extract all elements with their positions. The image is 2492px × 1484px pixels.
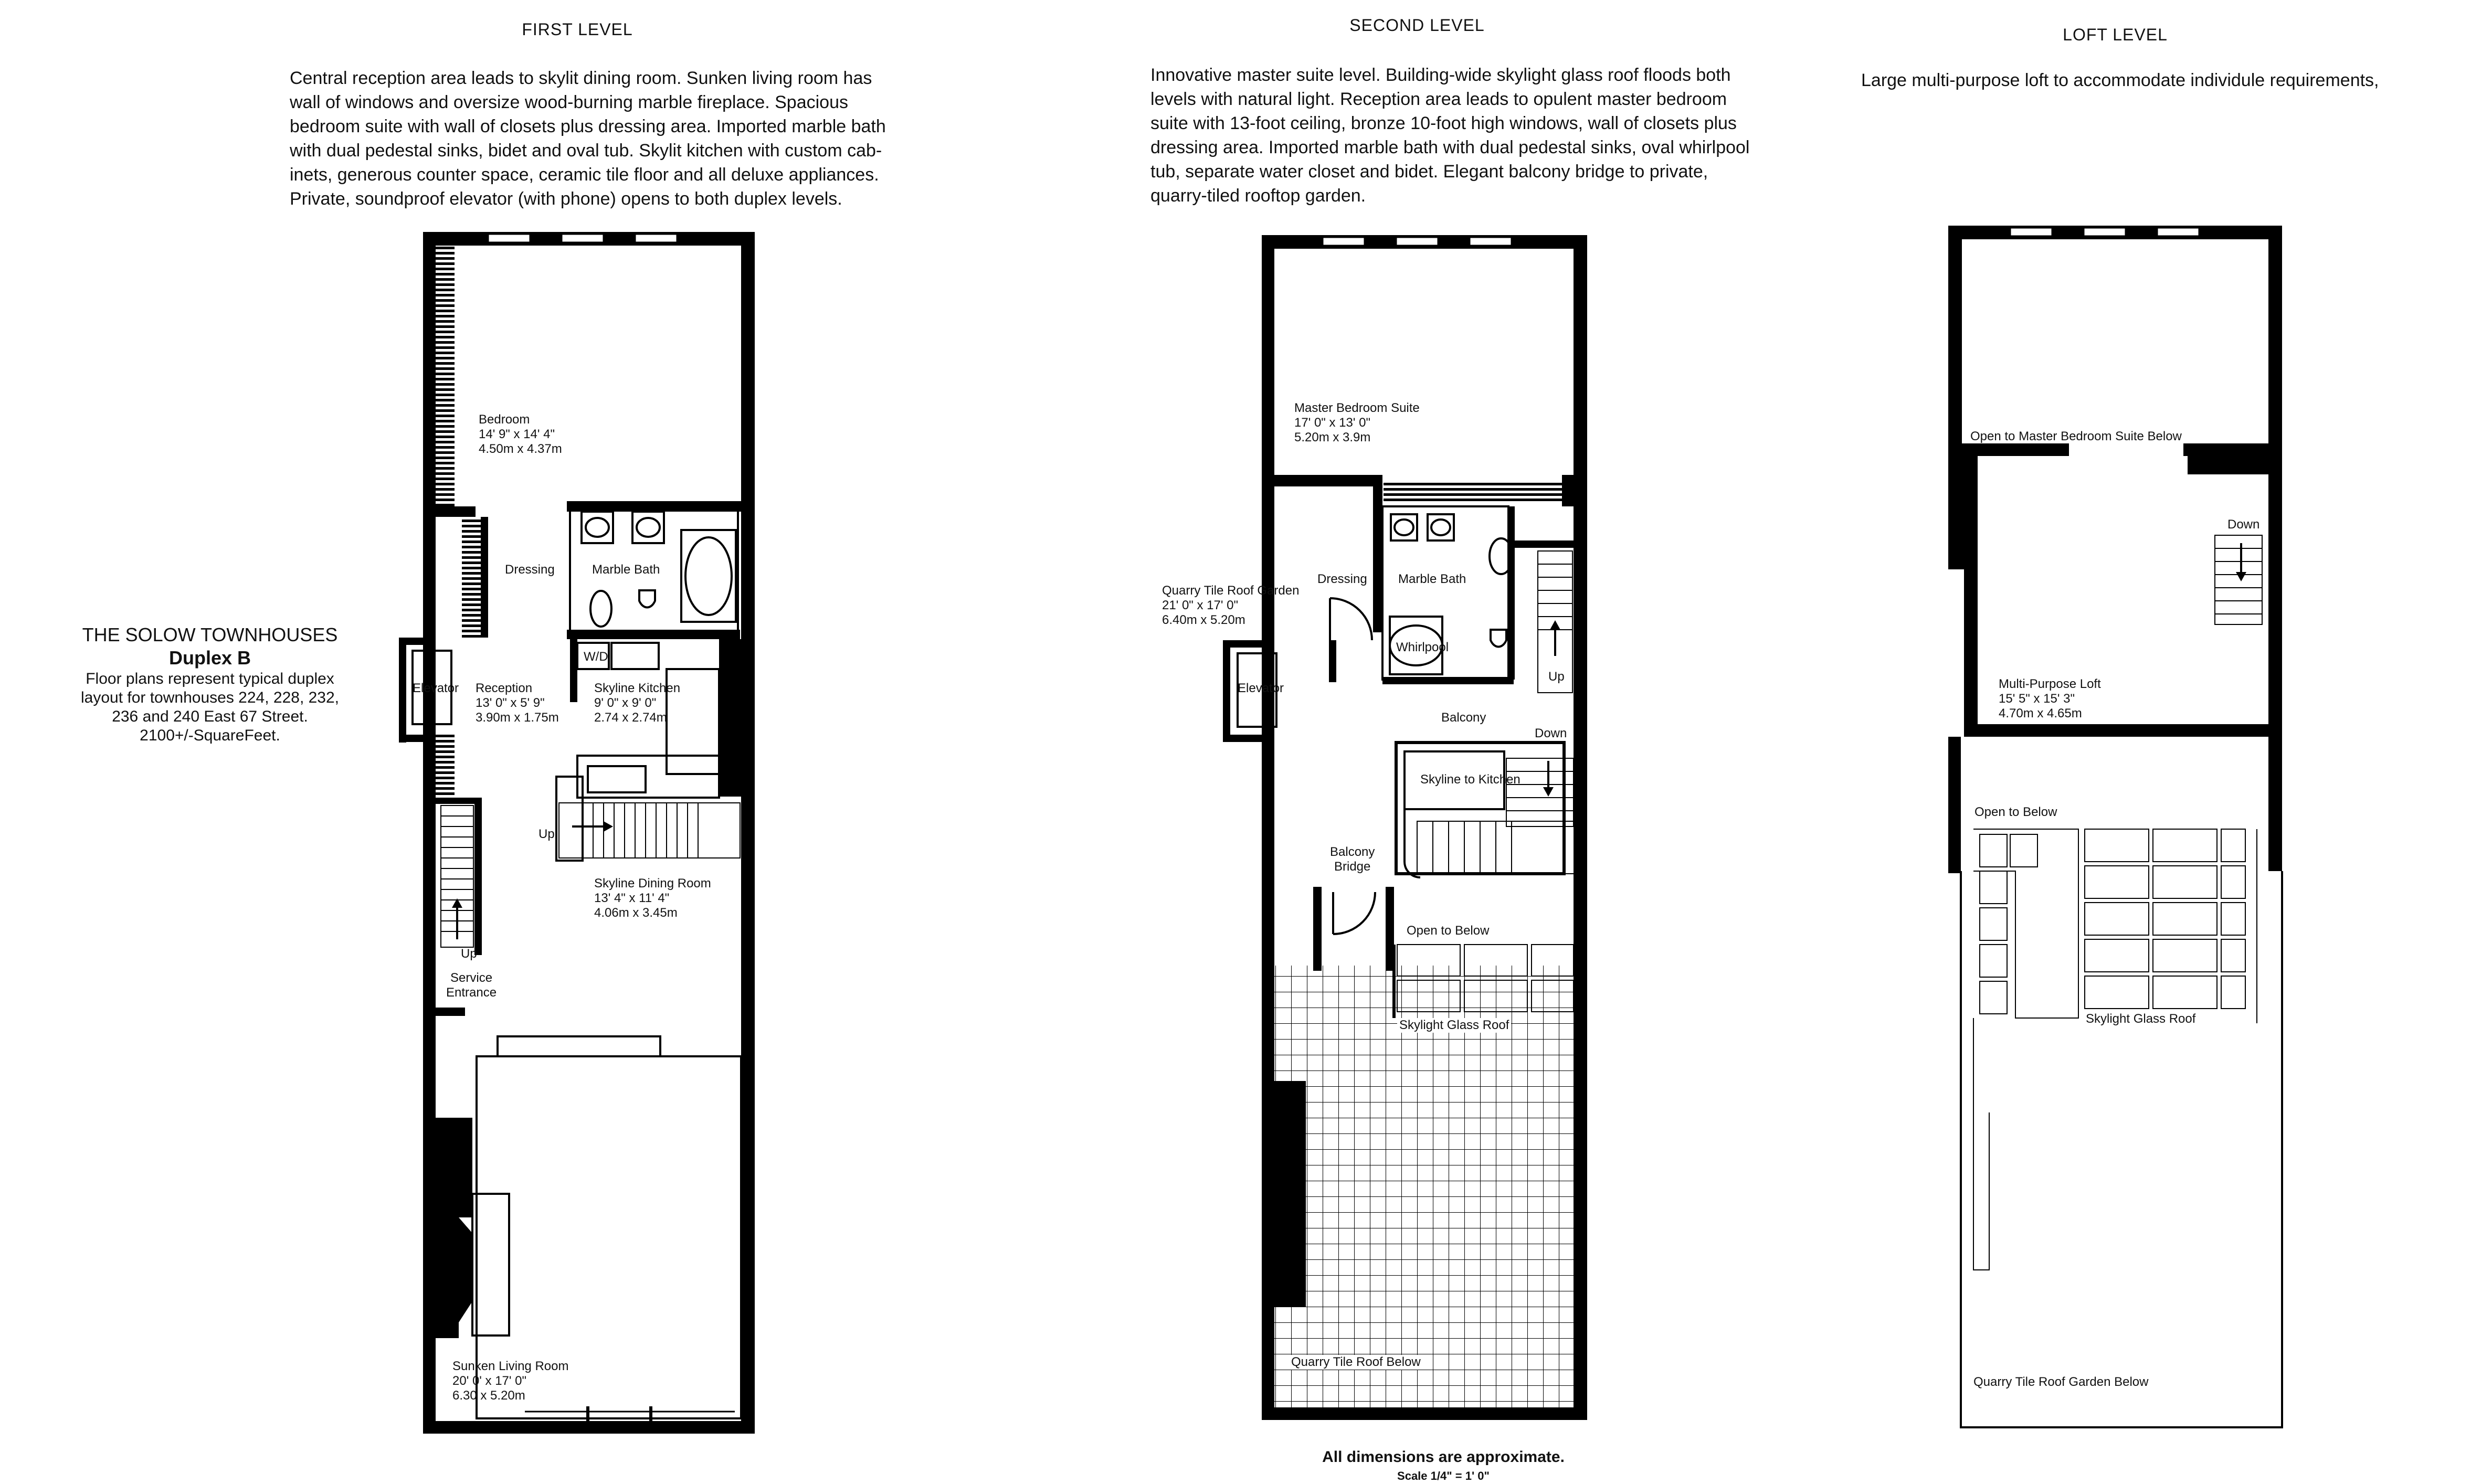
loft-level-description: Large multi-purpose loft to accommodate individule requirements, — [1861, 70, 2379, 90]
quarry-tile-roof-below-label: Quarry Tile Roof Below — [1289, 1355, 1423, 1370]
balcony-bridge-label: Balcony Bridge — [1330, 845, 1375, 874]
building-note-1: Floor plans represent typical duplex — [86, 670, 334, 687]
first-level-plan — [399, 232, 755, 1434]
roof-garden-label: Quarry Tile Roof Garden 21' 0" x 17' 0" 6.40m x 5.20m — [1162, 584, 1300, 627]
down-label-1: Down — [1535, 726, 1567, 740]
up-label-3: Up — [1548, 670, 1565, 684]
first-level-description: Central reception area leads to skylit dining room. Sunken living room has wall of windows and oversize wood-burning marble fireplace. Spacious bedroom suite with wall of closets plus dressing area. Imported marble bath with dual pedestal sinks, bidet and oval tub. Skylit kitchen with custom cab- inets, generous counter space, ceramic tile floor and all deluxe appliances. Private, soundproof elevator (with phone) opens to both duplex levels. — [290, 68, 886, 209]
building-title-block — [63, 623, 357, 745]
open-to-master-label: Open to Master Bedroom Suite Below — [1970, 429, 2182, 443]
loft-level-title: LOFT LEVEL — [2063, 25, 2168, 44]
skyline-dining-label: Skyline Dining Room 13' 4" x 11' 4" 4.06m x 3.45m — [594, 876, 711, 920]
sunken-living-label: Sunken Living Room 20' 0' x 17' 0" 6.30 x 5.20m — [452, 1359, 569, 1403]
open-to-below-label-2: Open to Below — [1974, 805, 2057, 819]
elevator-label-2: Elevator — [1238, 681, 1284, 695]
building-name: THE SOLOW TOWNHOUSES — [82, 624, 338, 645]
dressing-label-1: Dressing — [505, 563, 555, 577]
open-to-below-label-1: Open to Below — [1407, 924, 1490, 938]
marble-bath-label-1: Marble Bath — [592, 563, 660, 577]
building-note-4: 2100+/-SquareFeet. — [140, 727, 280, 744]
unit-name: Duplex B — [168, 647, 251, 669]
second-level-title: SECOND LEVEL — [1349, 16, 1485, 35]
marble-bath-label-2: Marble Bath — [1398, 572, 1466, 586]
whirlpool-label: Whirlpool — [1396, 640, 1449, 654]
building-note-2: layout for townhouses 224, 228, 232, — [80, 689, 339, 706]
dressing-label-2: Dressing — [1317, 572, 1367, 586]
second-level-description: Innovative master suite level. Building-wide skylight glass roof floods both levels with natural light. Reception area leads to opulent master bedroom suite with 13-foot ceiling, bronze 10-foot high windows, wall of closets plus dressing area. Imported marble bath with dual pedestal sinks, oval whirlpool tub, separate water closet and bidet. Elegant balcony bridge to private, quarry-tiled rooftop garden. — [1150, 65, 1750, 206]
roof-garden-below-label: Quarry Tile Roof Garden Below — [1973, 1375, 2149, 1389]
scale-note: Scale 1/4" = 1' 0" — [1397, 1469, 1490, 1482]
loft-level-plan — [1948, 226, 2282, 1427]
down-label-2: Down — [2227, 517, 2260, 532]
first-level-title: FIRST LEVEL — [522, 20, 633, 39]
service-entrance-label: Service Entrance — [446, 971, 497, 1000]
skyline-to-kitchen-label: Skyline to Kitchen — [1420, 772, 1520, 787]
master-bedroom-label: Master Bedroom Suite 17' 0" x 13' 0" 5.20m x 3.9m — [1294, 401, 1420, 444]
elevator-label-1: Elevator — [413, 681, 459, 695]
skyline-kitchen-label: Skyline Kitchen 9' 0" x 9' 0" 2.74 x 2.74m — [594, 681, 681, 725]
up-label-1: Up — [538, 827, 555, 841]
bedroom-label: Bedroom 14' 9" x 14' 4" 4.50m x 4.37m — [479, 412, 562, 456]
balcony-label: Balcony — [1441, 711, 1486, 725]
dimensions-note: All dimensions are approximate. — [1322, 1448, 1565, 1466]
skylight-glass-roof-label-2: Skylight Glass Roof — [2084, 1012, 2198, 1026]
up-label-2: Up — [461, 947, 477, 961]
skylight-glass-roof-label-1: Skylight Glass Roof — [1397, 1018, 1511, 1033]
reception-label: Reception 13' 0" x 5' 9" 3.90m x 1.75m — [476, 681, 559, 725]
building-note-3: 236 and 240 East 67 Street. — [112, 708, 308, 725]
multi-purpose-loft-label: Multi-Purpose Loft 15' 5" x 15' 3" 4.70m x 4.65m — [1999, 677, 2101, 720]
wd-label: W/D — [584, 650, 608, 664]
